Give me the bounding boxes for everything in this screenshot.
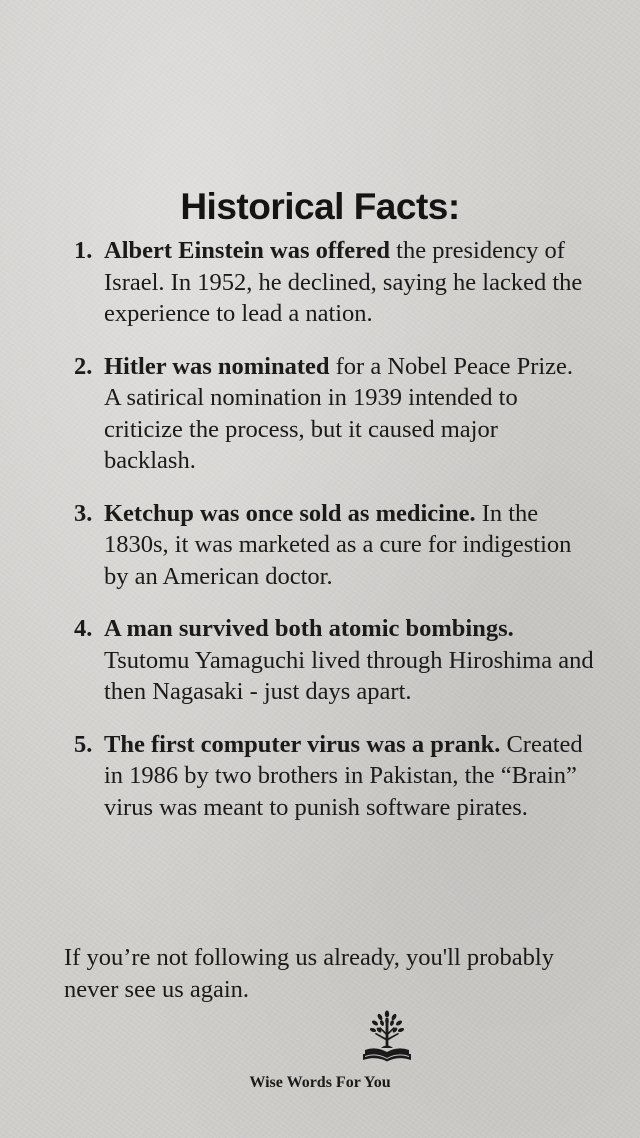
- fact-number: 3.: [74, 499, 93, 527]
- facts-list: [74, 235, 594, 844]
- fact-headline: Hitler was nominated: [104, 352, 330, 380]
- fact-detail: Created in 1986 by two brothers in Pakistan, the “Brain” virus was meant to punish software pirates.: [104, 730, 583, 821]
- closing-message: If you’re not following us already, you'll probably never see us again.: [64, 943, 554, 1003]
- fact-item: [74, 729, 594, 824]
- fact-item: [74, 235, 594, 330]
- fact-headline: Ketchup was once sold as medicine.: [104, 499, 476, 527]
- page-title: Historical Facts:: [180, 185, 460, 227]
- brand-name: Wise Words For You: [249, 1074, 391, 1091]
- fact-number: 4.: [74, 615, 93, 642]
- fact-item: [74, 498, 594, 593]
- tree-book-icon: [362, 1010, 412, 1062]
- fact-detail: Tsutomu Yamaguchi lived through Hiroshima and then Nagasaki - just days apart.: [104, 646, 594, 705]
- fact-detail: In the 1830s, it was marketed as a cure for indigestion by an American doctor.: [104, 499, 572, 590]
- fact-headline: Albert Einstein was offered: [104, 237, 391, 264]
- fact-number: 1.: [74, 237, 93, 264]
- fact-detail: the presidency of Israel. In 1952, he declined, saying he lacked the experience to lead a nation.: [104, 237, 583, 327]
- fact-number: 2.: [74, 352, 93, 380]
- fact-item: [74, 351, 594, 477]
- fact-headline: The first computer virus was a prank.: [104, 730, 501, 758]
- fact-headline: A man survived both atomic bombings.: [104, 615, 514, 642]
- fact-number: 5.: [74, 730, 93, 758]
- fact-detail: for a Nobel Peace Prize. A satirical nomination in 1939 intended to criticize the process, but it caused major backlash.: [104, 352, 574, 474]
- fact-item: [74, 613, 594, 708]
